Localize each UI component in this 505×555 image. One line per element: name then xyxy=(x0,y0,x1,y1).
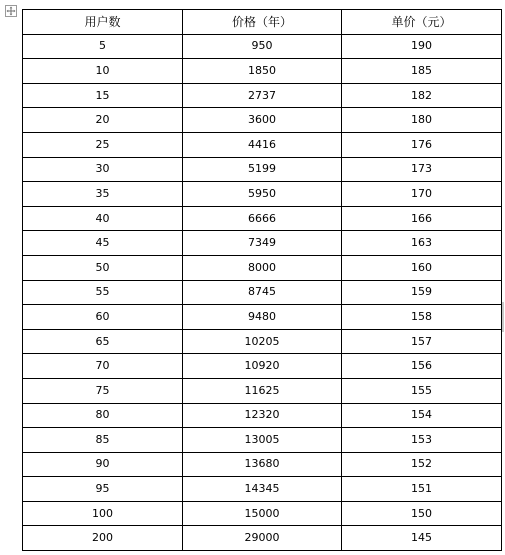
cell-annual-price: 6666 xyxy=(183,206,342,231)
price-table-container xyxy=(22,9,502,551)
cell-unit-price: 145 xyxy=(342,526,502,551)
cell-user-count: 200 xyxy=(23,526,183,551)
cell-annual-price: 1850 xyxy=(183,59,342,84)
cell-unit-price: 150 xyxy=(342,501,502,526)
cell-user-count: 95 xyxy=(23,477,183,502)
table-row xyxy=(23,477,502,502)
cell-unit-price: 166 xyxy=(342,206,502,231)
move-arrows-icon xyxy=(5,5,17,17)
cell-user-count: 15 xyxy=(23,83,183,108)
cell-user-count: 60 xyxy=(23,305,183,330)
cell-unit-price: 152 xyxy=(342,452,502,477)
cell-user-count: 75 xyxy=(23,378,183,403)
cell-unit-price: 156 xyxy=(342,354,502,379)
cell-annual-price: 10205 xyxy=(183,329,342,354)
table-row xyxy=(23,83,502,108)
table-row xyxy=(23,428,502,453)
table-row xyxy=(23,403,502,428)
price-table xyxy=(22,9,502,551)
cell-annual-price: 5950 xyxy=(183,182,342,207)
cell-user-count: 25 xyxy=(23,132,183,157)
cell-annual-price: 14345 xyxy=(183,477,342,502)
cell-unit-price: 153 xyxy=(342,428,502,453)
table-row xyxy=(23,157,502,182)
cell-user-count: 70 xyxy=(23,354,183,379)
cell-annual-price: 5199 xyxy=(183,157,342,182)
cell-unit-price: 160 xyxy=(342,255,502,280)
table-row xyxy=(23,305,502,330)
cell-user-count: 90 xyxy=(23,452,183,477)
cell-unit-price: 170 xyxy=(342,182,502,207)
table-move-handle-icon[interactable] xyxy=(5,2,17,14)
cell-unit-price: 180 xyxy=(342,108,502,133)
header-user-count: 用户数 xyxy=(23,10,183,35)
table-body xyxy=(23,34,502,550)
cell-annual-price: 13680 xyxy=(183,452,342,477)
cell-unit-price: 176 xyxy=(342,132,502,157)
cell-annual-price: 9480 xyxy=(183,305,342,330)
cell-unit-price: 155 xyxy=(342,378,502,403)
cell-unit-price: 158 xyxy=(342,305,502,330)
cell-annual-price: 4416 xyxy=(183,132,342,157)
table-row xyxy=(23,354,502,379)
cell-user-count: 50 xyxy=(23,255,183,280)
cell-unit-price: 185 xyxy=(342,59,502,84)
cell-user-count: 40 xyxy=(23,206,183,231)
header-annual-price: 价格（年） xyxy=(183,10,342,35)
cell-unit-price: 182 xyxy=(342,83,502,108)
cell-user-count: 80 xyxy=(23,403,183,428)
cell-unit-price: 163 xyxy=(342,231,502,256)
table-row xyxy=(23,329,502,354)
cell-user-count: 85 xyxy=(23,428,183,453)
cell-annual-price: 11625 xyxy=(183,378,342,403)
cell-unit-price: 151 xyxy=(342,477,502,502)
table-row xyxy=(23,132,502,157)
cell-annual-price: 950 xyxy=(183,34,342,59)
cell-user-count: 35 xyxy=(23,182,183,207)
table-row xyxy=(23,452,502,477)
cell-annual-price: 2737 xyxy=(183,83,342,108)
table-row xyxy=(23,231,502,256)
cell-user-count: 20 xyxy=(23,108,183,133)
cell-unit-price: 154 xyxy=(342,403,502,428)
cell-annual-price: 29000 xyxy=(183,526,342,551)
cell-user-count: 55 xyxy=(23,280,183,305)
table-row xyxy=(23,526,502,551)
cell-user-count: 30 xyxy=(23,157,183,182)
table-row xyxy=(23,34,502,59)
cell-user-count: 65 xyxy=(23,329,183,354)
table-row xyxy=(23,255,502,280)
table-row xyxy=(23,501,502,526)
cell-unit-price: 159 xyxy=(342,280,502,305)
table-row xyxy=(23,108,502,133)
table-row xyxy=(23,280,502,305)
cell-annual-price: 13005 xyxy=(183,428,342,453)
table-row xyxy=(23,182,502,207)
cell-user-count: 5 xyxy=(23,34,183,59)
cell-annual-price: 12320 xyxy=(183,403,342,428)
cell-user-count: 100 xyxy=(23,501,183,526)
cell-user-count: 10 xyxy=(23,59,183,84)
cell-unit-price: 173 xyxy=(342,157,502,182)
selection-edge-marker xyxy=(502,302,504,332)
cell-annual-price: 8000 xyxy=(183,255,342,280)
cell-annual-price: 7349 xyxy=(183,231,342,256)
table-header-row xyxy=(23,10,502,35)
cell-unit-price: 190 xyxy=(342,34,502,59)
cell-annual-price: 3600 xyxy=(183,108,342,133)
cell-annual-price: 15000 xyxy=(183,501,342,526)
table-row xyxy=(23,59,502,84)
cell-unit-price: 157 xyxy=(342,329,502,354)
header-unit-price: 单价（元） xyxy=(342,10,502,35)
cell-annual-price: 10920 xyxy=(183,354,342,379)
cell-annual-price: 8745 xyxy=(183,280,342,305)
cell-user-count: 45 xyxy=(23,231,183,256)
table-row xyxy=(23,378,502,403)
table-row xyxy=(23,206,502,231)
